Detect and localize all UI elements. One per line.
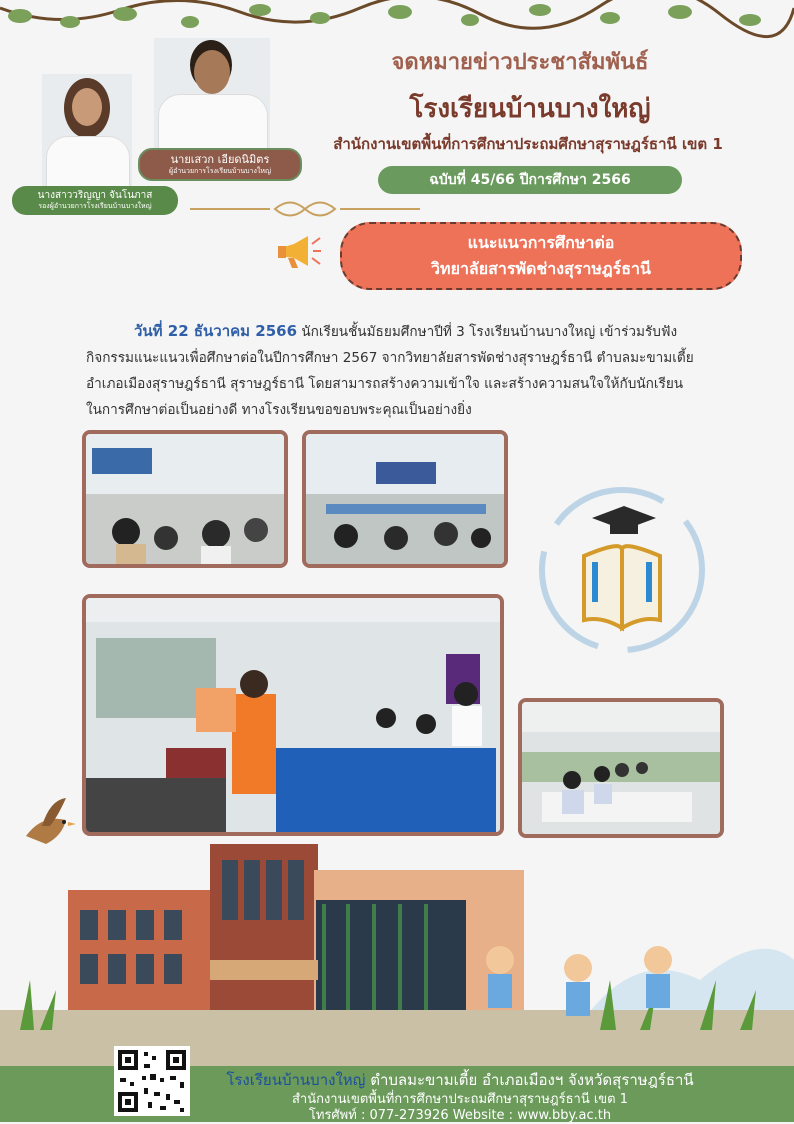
activity-photo-3 (82, 594, 504, 836)
director-portrait (154, 38, 270, 150)
article-line-2: กิจกรรมแนะแนวเพื่อศึกษาต่อในปีการศึกษา 2567 จากวิทยาลัยสารพัดช่างสุราษฎร์ธานี ตำบลมะขามเตี้ย (86, 350, 694, 366)
director-position: ผู้อำนวยการโรงเรียนบ้านบางใหญ่ (169, 167, 271, 175)
article-line-1: วันที่ 22 ธันวาคม 2566 นักเรียนชั้นมัธยมศึกษาปีที่ 3 โรงเรียนบ้านบางใหญ่ เข้าร่วมรับฟัง (134, 322, 678, 340)
topic-line-1: แนะแนวการศึกษาต่อ (467, 233, 615, 252)
school-name: โรงเรียนบ้านบางใหญ่ (409, 94, 651, 124)
deputy-name: นางสาววริญญา จันโนภาส (37, 190, 153, 201)
deputy-position: รองผู้อำนวยการโรงเรียนบ้านบางใหญ่ (38, 202, 152, 210)
article-body (86, 318, 766, 423)
article-date: วันที่ 22 ธันวาคม 2566 (134, 322, 298, 340)
deputy-name-badge (12, 186, 178, 215)
director-name: นายเสวก เอียดนิมิตร (170, 153, 270, 166)
footer-office: สำนักงานเขตพื้นที่การศึกษาประถมศึกษาสุราษฎร์ธานี เขต 1 (291, 1092, 629, 1107)
footer-info (200, 1068, 720, 1124)
newsletter-title: จดหมายข่าวประชาสัมพันธ์ (391, 50, 649, 75)
graduation-book-icon (532, 480, 712, 660)
qr-code-icon (114, 1046, 190, 1116)
footer-address-line: โรงเรียนบ้านบางใหญ่ ตำบลมะขามเตี้ย อำเภอเมืองฯ จังหวัดสุราษฎร์ธานี (226, 1071, 694, 1089)
article-line-4: ในการศึกษาต่อเป็นอย่างดี ทางโรงเรียนขอขอบพระคุณเป็นอย่างยิ่ง (86, 402, 472, 418)
school-building-illustration (0, 830, 794, 1066)
footer-contact: โทรศัพท์ : 077-273926 Website : www.bby.ac.th (308, 1108, 612, 1123)
activity-photo-4 (518, 698, 724, 838)
topic-line-2: วิทยาลัยสารพัดช่างสุราษฎร์ธานี (431, 259, 651, 278)
activity-photo-2 (302, 430, 508, 568)
deputy-portrait (42, 74, 132, 186)
issue-badge: ฉบับที่ 45/66 ปีการศึกษา 2566 (378, 166, 682, 194)
ornament-divider (190, 196, 420, 222)
article-line-3: อำเภอเมืองสุราษฎร์ธานี สุราษฎร์ธานี โดยสามารถสร้างความเข้าใจ และสร้างความสนใจให้กับนักเรียน (86, 376, 684, 392)
topic-banner (340, 222, 742, 290)
office-name: สำนักงานเขตพื้นที่การศึกษาประถมศึกษาสุราษฎร์ธานี เขต 1 (333, 135, 723, 153)
activity-photo-1 (82, 430, 288, 568)
director-name-badge (138, 148, 302, 181)
footer-school-name: โรงเรียนบ้านบางใหญ่ (226, 1071, 366, 1089)
vine-decoration (0, 0, 794, 40)
megaphone-icon (276, 232, 322, 272)
